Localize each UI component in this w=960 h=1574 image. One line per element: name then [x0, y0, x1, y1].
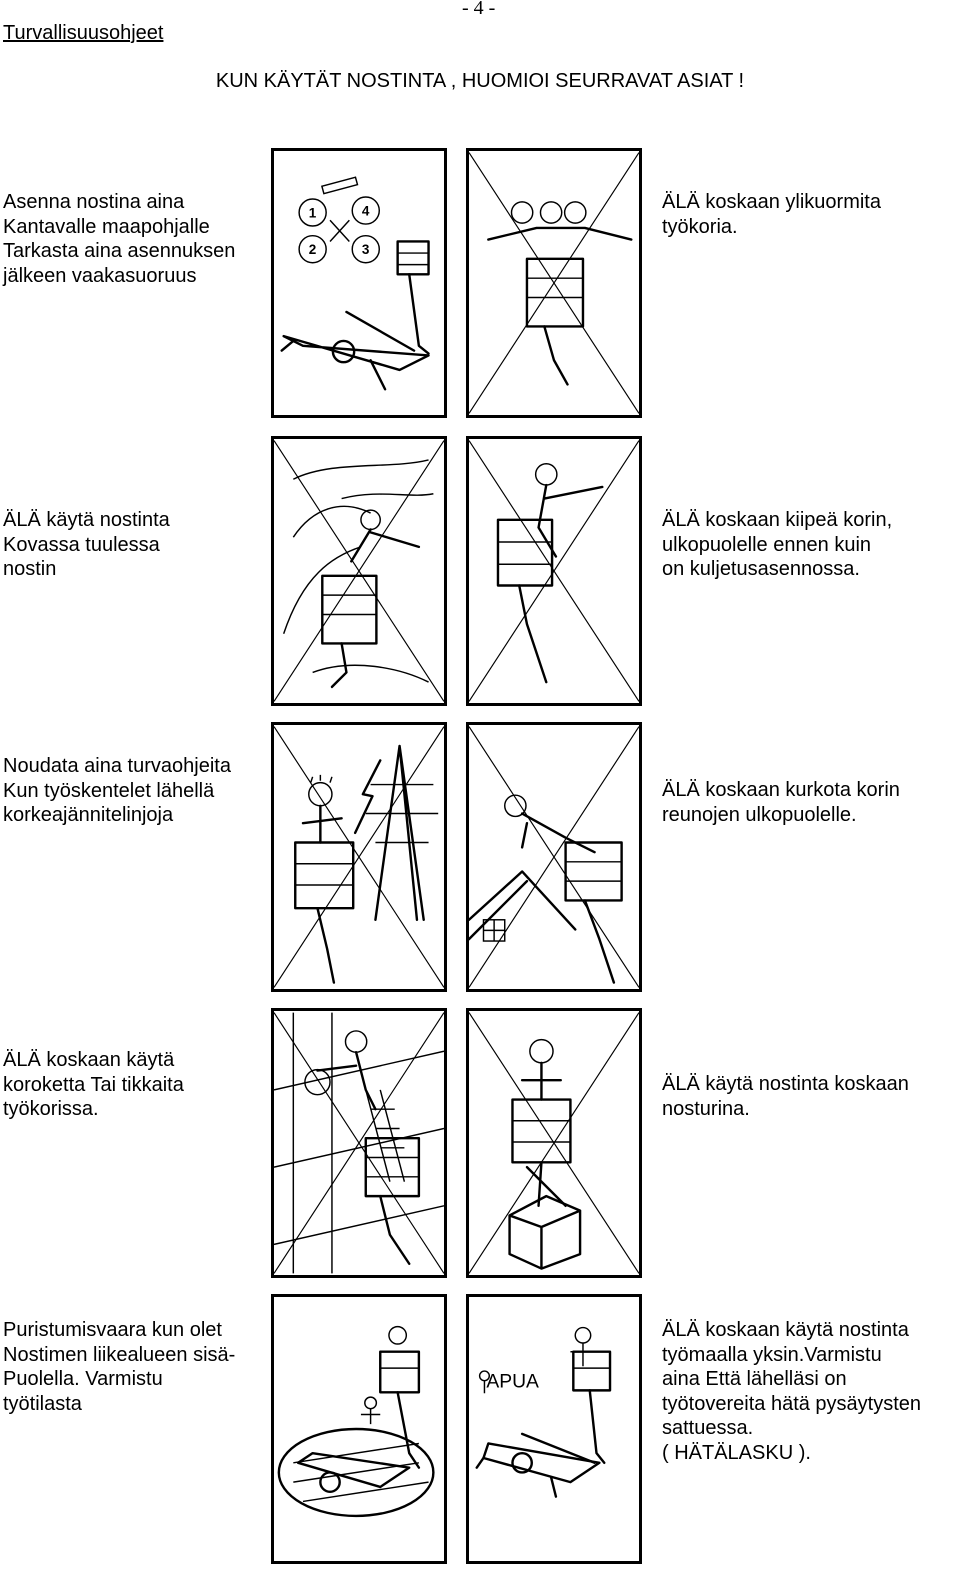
caption-crush-hazard: Puristumisvaara kun olet Nostimen liikealueen sisä- Puolella. Varmistu työtilasta: [3, 1319, 236, 1415]
help-call-label: APUA: [486, 1371, 539, 1393]
working-alone-illustration: [469, 1297, 639, 1561]
main-heading: KUN KÄYTÄT NOSTINTA , HUOMIOI SEURRAVAT ASIAT !: [215, 70, 745, 92]
panel-wind: [271, 436, 447, 706]
panel-work-alone: [466, 1294, 642, 1564]
caption-climb: ÄLÄ koskaan kiipeä korin, ulkopuolelle ennen kuin on kuljetusasennossa.: [662, 509, 893, 580]
circle-2-label: 2: [308, 242, 317, 258]
panel-power-lines: [271, 722, 447, 992]
panel-crane: [466, 1008, 642, 1278]
crush-hazard-illustration: [274, 1297, 444, 1561]
circle-3-label: 3: [361, 242, 370, 258]
caption-wind: ÄLÄ käytä nostinta Kovassa tuulessa nostin: [3, 509, 170, 580]
power-lines-illustration: [274, 725, 444, 989]
document-title: Turvallisuusohjeet: [3, 22, 164, 44]
lift-installation-illustration: [274, 151, 444, 415]
crane-use-illustration: [469, 1011, 639, 1275]
panel-ladder: [271, 1008, 447, 1278]
caption-lean-out: ÄLÄ koskaan kurkota korin reunojen ulkopuolelle.: [662, 779, 900, 826]
caption-ladder: ÄLÄ koskaan käytä koroketta Tai tikkaita työkorissa.: [3, 1049, 184, 1120]
leaning-out-illustration: [469, 725, 639, 989]
panel-crush-hazard: [271, 1294, 447, 1564]
caption-crane: ÄLÄ käytä nostinta koskaan nosturina.: [662, 1073, 909, 1120]
page-number: - 4 -: [462, 0, 496, 19]
panel-lean-out: [466, 722, 642, 992]
circle-1-label: 1: [308, 205, 317, 221]
caption-work-alone: ÄLÄ koskaan käytä nostinta työmaalla yksin.Varmistu aina Että lähelläsi on työtovereita hätä pysäytysten sattuessa. ( HÄTÄLASKU ).: [662, 1319, 922, 1464]
panel-overload: [466, 148, 642, 418]
caption-install-level: Asenna nostina aina Kantavalle maapohjalle Tarkasta aina asennuksen jälkeen vaakasuoruus: [3, 191, 236, 287]
caption-overload: ÄLÄ koskaan ylikuormita työkoria.: [662, 191, 881, 238]
climbing-out-illustration: [469, 439, 639, 703]
caption-power-lines: Noudata aina turvaohjeita Kun työskentelet lähellä korkeajännitelinjoja: [3, 755, 231, 826]
panel-climb: [466, 436, 642, 706]
circle-4-label: 4: [361, 203, 370, 219]
wind-illustration: [274, 439, 444, 703]
ladder-in-basket-illustration: [274, 1011, 444, 1275]
overloaded-basket-illustration: [469, 151, 639, 415]
panel-install-level: [271, 148, 447, 418]
